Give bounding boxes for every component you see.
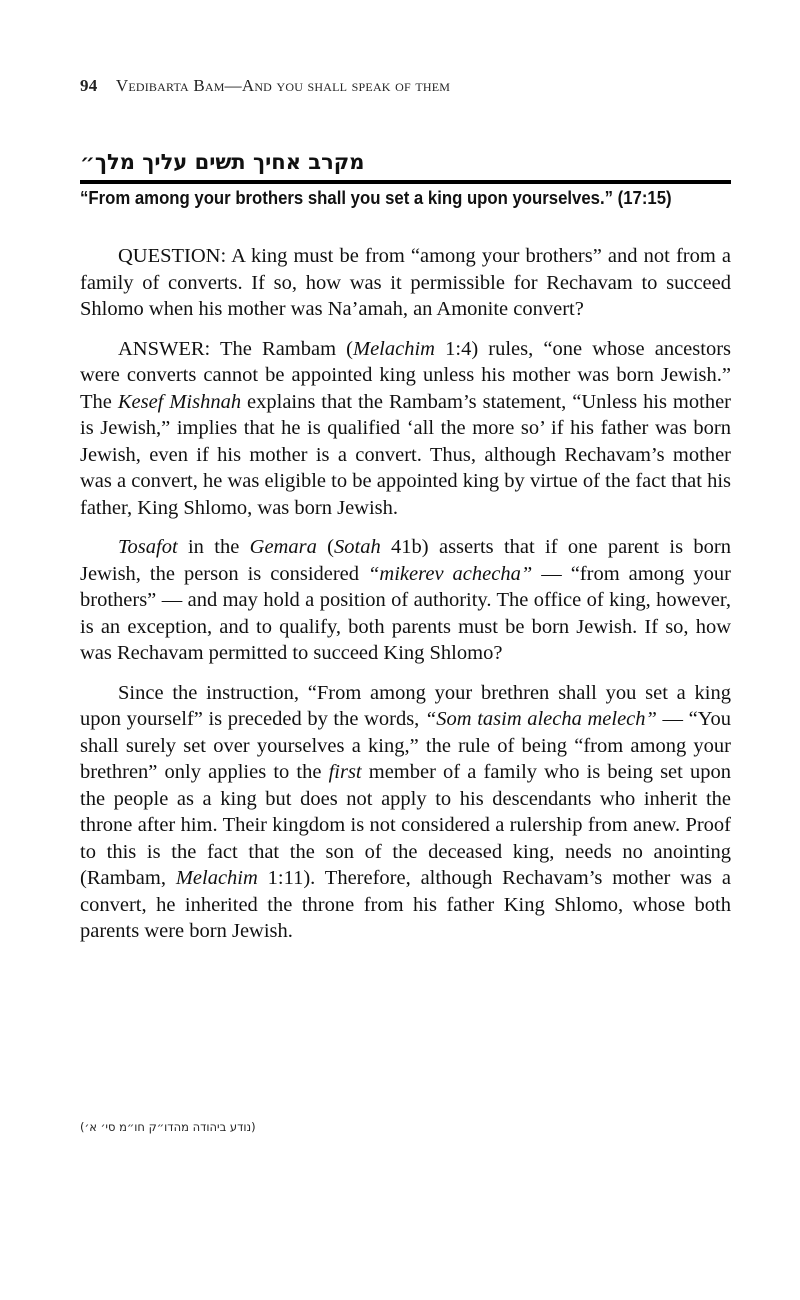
text-run: ( bbox=[316, 536, 335, 558]
paragraph-tosafot bbox=[80, 534, 731, 667]
text-run: QUESTION: A king must be from “among your brothers” and not from a family of converts. If so, how was it permissible for Rechavam to succeed Shlomo when his mother was Na’amah, an Amonite convert? bbox=[80, 245, 731, 320]
paragraph-resolution bbox=[80, 680, 731, 945]
text-run: ANSWER: The Rambam ( bbox=[118, 337, 353, 360]
italic-run: Gemara bbox=[249, 536, 317, 558]
source-citation: (נודע ביהודה מהדו״ק חו״מ סי׳ א׳) bbox=[80, 1120, 256, 1134]
paragraph-question bbox=[80, 243, 731, 323]
text-run: Since the instruction, “From among your brethren shall you set a king upon yourself” is preceded by the words, bbox=[80, 681, 731, 730]
italic-run: Sotah bbox=[334, 536, 381, 558]
italic-run: first bbox=[328, 761, 362, 783]
hebrew-verse-heading: מקרב אחיך תשים עליך מלך״ bbox=[80, 150, 365, 174]
italic-run: Melachim bbox=[175, 867, 258, 889]
text-run: 1:4) rules, “one whose ancestors were converts cannot be appointed king unless his mother was born Jewish.” The bbox=[80, 337, 731, 413]
italic-run: Melachim bbox=[353, 337, 435, 360]
paragraph-answer bbox=[80, 336, 731, 522]
italic-run: “Som tasim alecha melech” bbox=[424, 708, 657, 730]
text-run: 41b) asserts that if one parent is born Jewish, the person is considered bbox=[80, 536, 731, 585]
body-text bbox=[80, 243, 731, 958]
text-run: — “from among your brothers” — and may hold a position of authority. The office of king, however, is an exception, and to qualify, both parents must be born Jewish. If so, how was Rechavam permitted to succeed King Shlomo? bbox=[80, 562, 731, 664]
verse-heading: “From among your brothers shall you set a king upon yourselves.” (17:15) bbox=[80, 188, 672, 208]
italic-run: “mikerev achecha” bbox=[368, 562, 533, 585]
text-run: 1:11). Therefore, although Rechavam’s mother was a convert, he inherited the throne from his father King Shlomo, whose both parents were born Jewish. bbox=[80, 867, 731, 942]
text-run: in the bbox=[177, 536, 250, 558]
running-head bbox=[80, 76, 450, 96]
page-number: 94 bbox=[80, 76, 98, 95]
italic-run: Kesef Mishnah bbox=[117, 390, 242, 413]
italic-run: Tosafot bbox=[118, 536, 178, 558]
text-run: — “You shall surely set over yourselves a king,” the rule of being “from among your brethren” only applies to the bbox=[80, 708, 731, 783]
text-run: explains that the Rambam’s statement, “Unless his mother is Jewish,” implies that he is qualified ‘all the more so’ if his father was born Jewish, even if his mother is a convert. Thus, although Rechavam’s mother was a convert, he was eligible to be appointed king by virtue of the fact that his father, King Shlomo, was born Jewish. bbox=[80, 390, 732, 519]
text-run: member of a family who is being set upon the people as a king but does not apply to his descendants who inherit the throne after him. Their kingdom is not considered a rulership from anew. Proof to this is the fact that the son of the deceased king, needs no anointing (Rambam, bbox=[80, 761, 731, 889]
heading-rule bbox=[80, 180, 731, 184]
source-citation-wrapper bbox=[80, 1120, 731, 1134]
book-title: Vedibarta Bam—And you shall speak of them bbox=[115, 76, 451, 95]
